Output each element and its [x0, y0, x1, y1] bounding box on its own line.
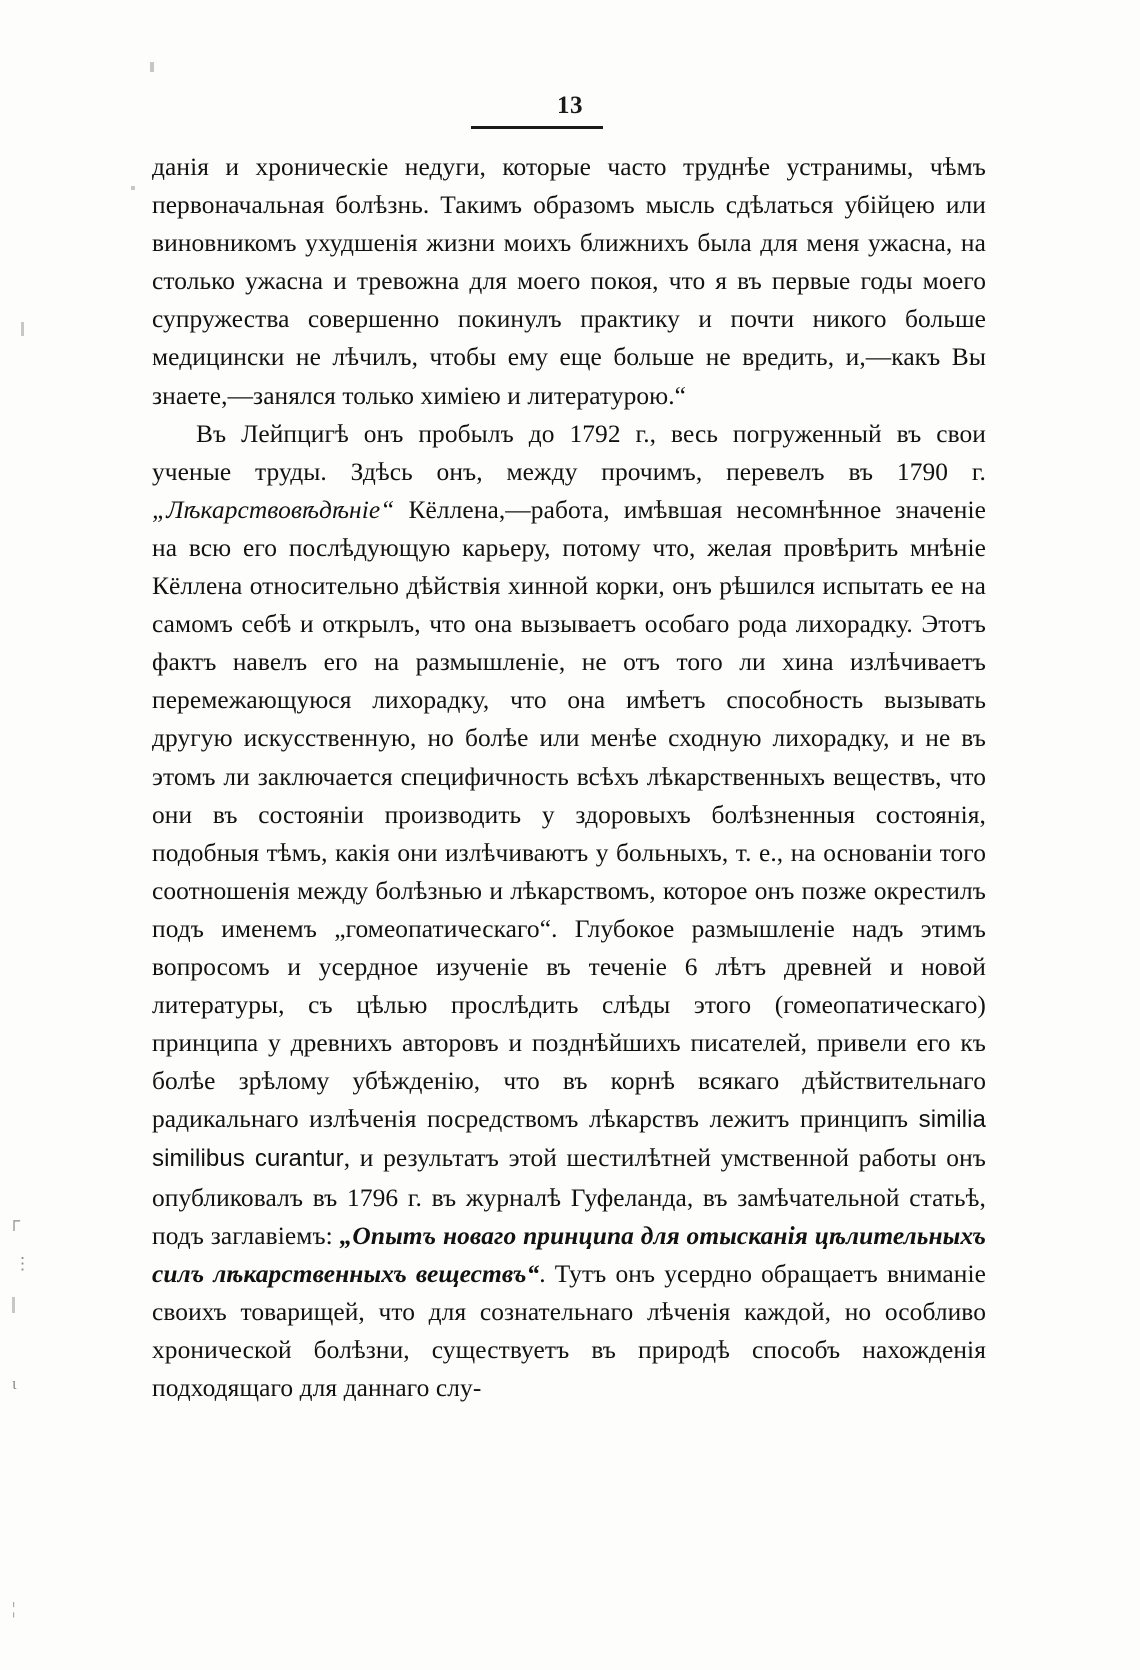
- scan-speck: [150, 62, 154, 72]
- text-run: Въ Лейпцигѣ онъ пробылъ до 1792 г., весь погруженный въ свои ученые труды. Здѣсь онъ, между прочимъ, перевелъ въ 1790 г.: [152, 419, 986, 486]
- header-rule: [471, 126, 603, 129]
- paragraph: [152, 148, 986, 415]
- text-run: данія и хроническіе недуги, которые часто труднѣе устранимы, чѣмъ первоначальная болѣзнь. Такимъ образомъ мысль сдѣлаться убійцею или виновникомъ ухудшенія жизни моихъ ближнихъ была для меня ужасна, на столько ужасна и тревожна для моего покоя, что я въ первые годы моего супружества совершенно покинулъ практику и почти никого больше медицински не лѣчилъ, чтобы ему еще больше не вредить, и,—какъ Вы знаете,—занялся только химіею и литературою.“: [152, 153, 986, 410]
- scan-speck: [12, 1297, 15, 1313]
- latin-phrase: similia similibus curantur: [152, 1106, 986, 1173]
- margin-mark-bracket: ┌: [8, 1211, 21, 1230]
- text-run: . Тутъ онъ усердно обращаетъ вниманіе своихъ товарищей, что для сознательнаго лѣченія каждой, но особливо хронической болѣзни, существуетъ въ природѣ способъ нахожденія подходящаго для даннаго слу-: [152, 1259, 986, 1402]
- page-header: [0, 92, 1140, 120]
- text-run: , и результатъ этой шестилѣтней умственной работы онъ опубликовалъ въ 1796 г. въ журналѣ Гуфеланда, въ замѣчательной статьѣ, подъ заглавіемъ:: [152, 1144, 986, 1250]
- bold-italic-run: „Опытъ новаго принципа для отысканія цѣлительныхъ силъ лѣкарственныхъ веществъ“: [152, 1221, 987, 1288]
- margin-mark-dots: ⋮: [14, 1254, 31, 1273]
- italic-run: „Лѣкарствовѣдѣніе“: [152, 495, 395, 524]
- paragraph: [152, 415, 986, 1407]
- scan-speck: [131, 186, 135, 190]
- page-body: [152, 148, 986, 1407]
- text-run: Кёллена,—работа, имѣвшая несомнѣнное значеніе на всю его послѣдующую карьеру, потому что, желая провѣрить мнѣніе Кёллена относительно дѣйствія хинной корки, онъ рѣшился испытать ее на самомъ себѣ и открылъ, что она вызываетъ особаго рода лихорадку. Этотъ фактъ навелъ его на размышленіе, не отъ того ли хина излѣчиваетъ перемежающуюся лихорадку, что она имѣетъ способность вызывать другую искусственную, но болѣе или менѣе сходную лихорадку, и не въ этомъ ли заключается специфичность всѣхъ лѣкарственныхъ веществъ, что они въ состояніи производить у здоровыхъ болѣзненныя состоянія, подобныя тѣмъ, какія они излѣчиваютъ у больныхъ, т. е., на основаніи того соотношенія между болѣзнью и лѣкарствомъ, которое онъ позже окрестилъ подъ именемъ „гомеопатическаго“. Глубокое размышленіе надъ этимъ вопросомъ и усердное изученіе въ теченіе 6 лѣтъ древней и новой литературы, съ цѣлью прослѣдить слѣды этого (гомеопатическаго) принципа у древнихъ авторовъ и позднѣйшихъ писателей, привели его къ болѣе зрѣлому убѣжденію, что въ корнѣ всякаго дѣйствительнаго радикальнаго излѣченія посредствомъ лѣкарствъ лежитъ принципъ: [152, 495, 986, 1134]
- margin-mark-lower: ι: [12, 1374, 17, 1393]
- margin-mark-bottom: ¦: [12, 1599, 16, 1618]
- scan-speck: [21, 322, 24, 336]
- page-number: 13: [557, 92, 583, 119]
